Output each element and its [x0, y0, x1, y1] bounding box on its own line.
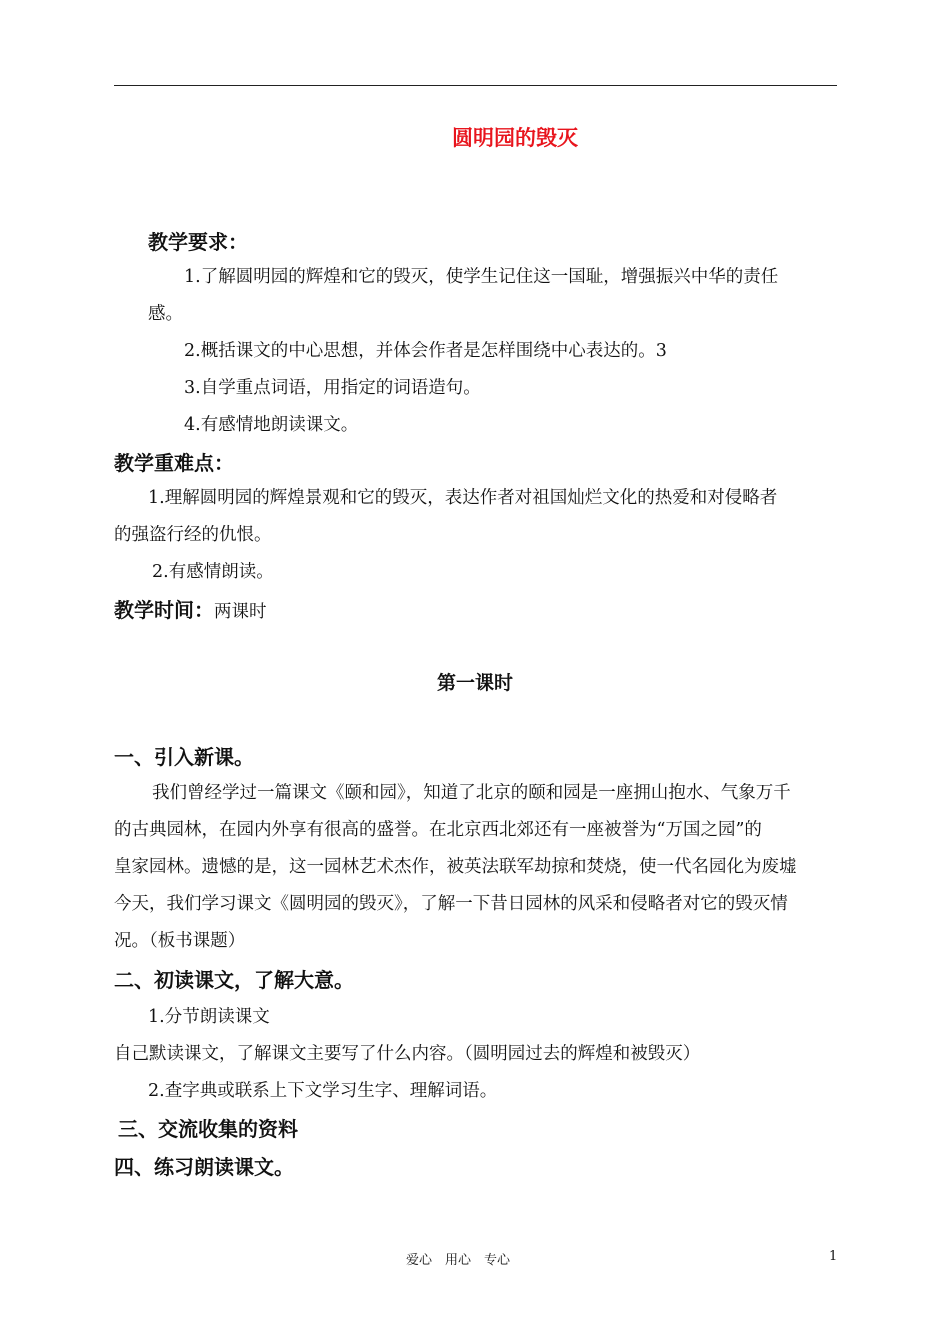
document-title: 圆明园的毁灭: [452, 126, 578, 150]
section-1-line: 皇家园林。遗憾的是，这一园林艺术杰作，被英法联军劫掠和焚烧，使一代名园化为废墟: [114, 857, 797, 877]
teaching-time: [114, 594, 267, 623]
difficulty-2: 2.有感情朗读。: [152, 562, 274, 582]
requirement-4: 4.有感情地朗读课文。: [184, 415, 359, 435]
section-1-line: 我们曾经学过一篇课文《颐和园》，知道了北京的颐和园是一座拥山抱水、气象万千: [152, 783, 791, 803]
section-3-heading: 三、交流收集的资料: [118, 1117, 298, 1141]
section-2-item-1: 1.分节朗读课文: [148, 1007, 270, 1027]
section-1-line: 的古典园林，在园内外享有很高的盛誉。在北京西北郊还有一座被誉为“万国之园”的: [114, 820, 762, 840]
section-2-note: 自己默读课文，了解课文主要写了什么内容。（圆明园过去的辉煌和被毁灭）: [114, 1044, 701, 1064]
difficulty-1-line1: 1.理解圆明园的辉煌景观和它的毁灭，表达作者对祖国灿烂文化的热爱和对侵略者: [148, 488, 778, 508]
page-number: 1: [829, 1249, 838, 1264]
header-rule: [114, 85, 837, 86]
section-1-line: 况。（板书课题）: [114, 931, 246, 951]
requirements-heading: 教学要求：: [148, 230, 248, 254]
teaching-time-label: 教学时间：: [114, 598, 214, 622]
requirement-2: 2.概括课文的中心思想，并体会作者是怎样围绕中心表达的。3: [184, 341, 667, 361]
section-1-heading: 一、引入新课。: [114, 745, 254, 769]
section-2-item-2: 2.查字典或联系上下文学习生字、理解词语。: [148, 1081, 498, 1101]
requirement-1-line2: 感。: [148, 304, 183, 324]
difficulties-heading: 教学重难点：: [114, 451, 234, 475]
teaching-time-value: 两课时: [214, 602, 267, 622]
section-2-heading: 二、初读课文，了解大意。: [114, 968, 354, 992]
requirement-3: 3.自学重点词语，用指定的词语造句。: [184, 378, 481, 398]
lesson-1-heading: 第一课时: [436, 672, 513, 694]
section-4-heading: 四、练习朗读课文。: [114, 1155, 294, 1179]
difficulty-1-line2: 的强盗行经的仇恨。: [114, 525, 272, 545]
requirement-1-line1: 1.了解圆明园的辉煌和它的毁灭，使学生记住这一国耻，增强振兴中华的责任: [184, 267, 779, 287]
section-1-line: 今天，我们学习课文《圆明园的毁灭》，了解一下昔日园林的风采和侵略者对它的毁灭情: [114, 894, 788, 914]
footer-slogan: 爱心 用心 专心: [406, 1253, 511, 1268]
